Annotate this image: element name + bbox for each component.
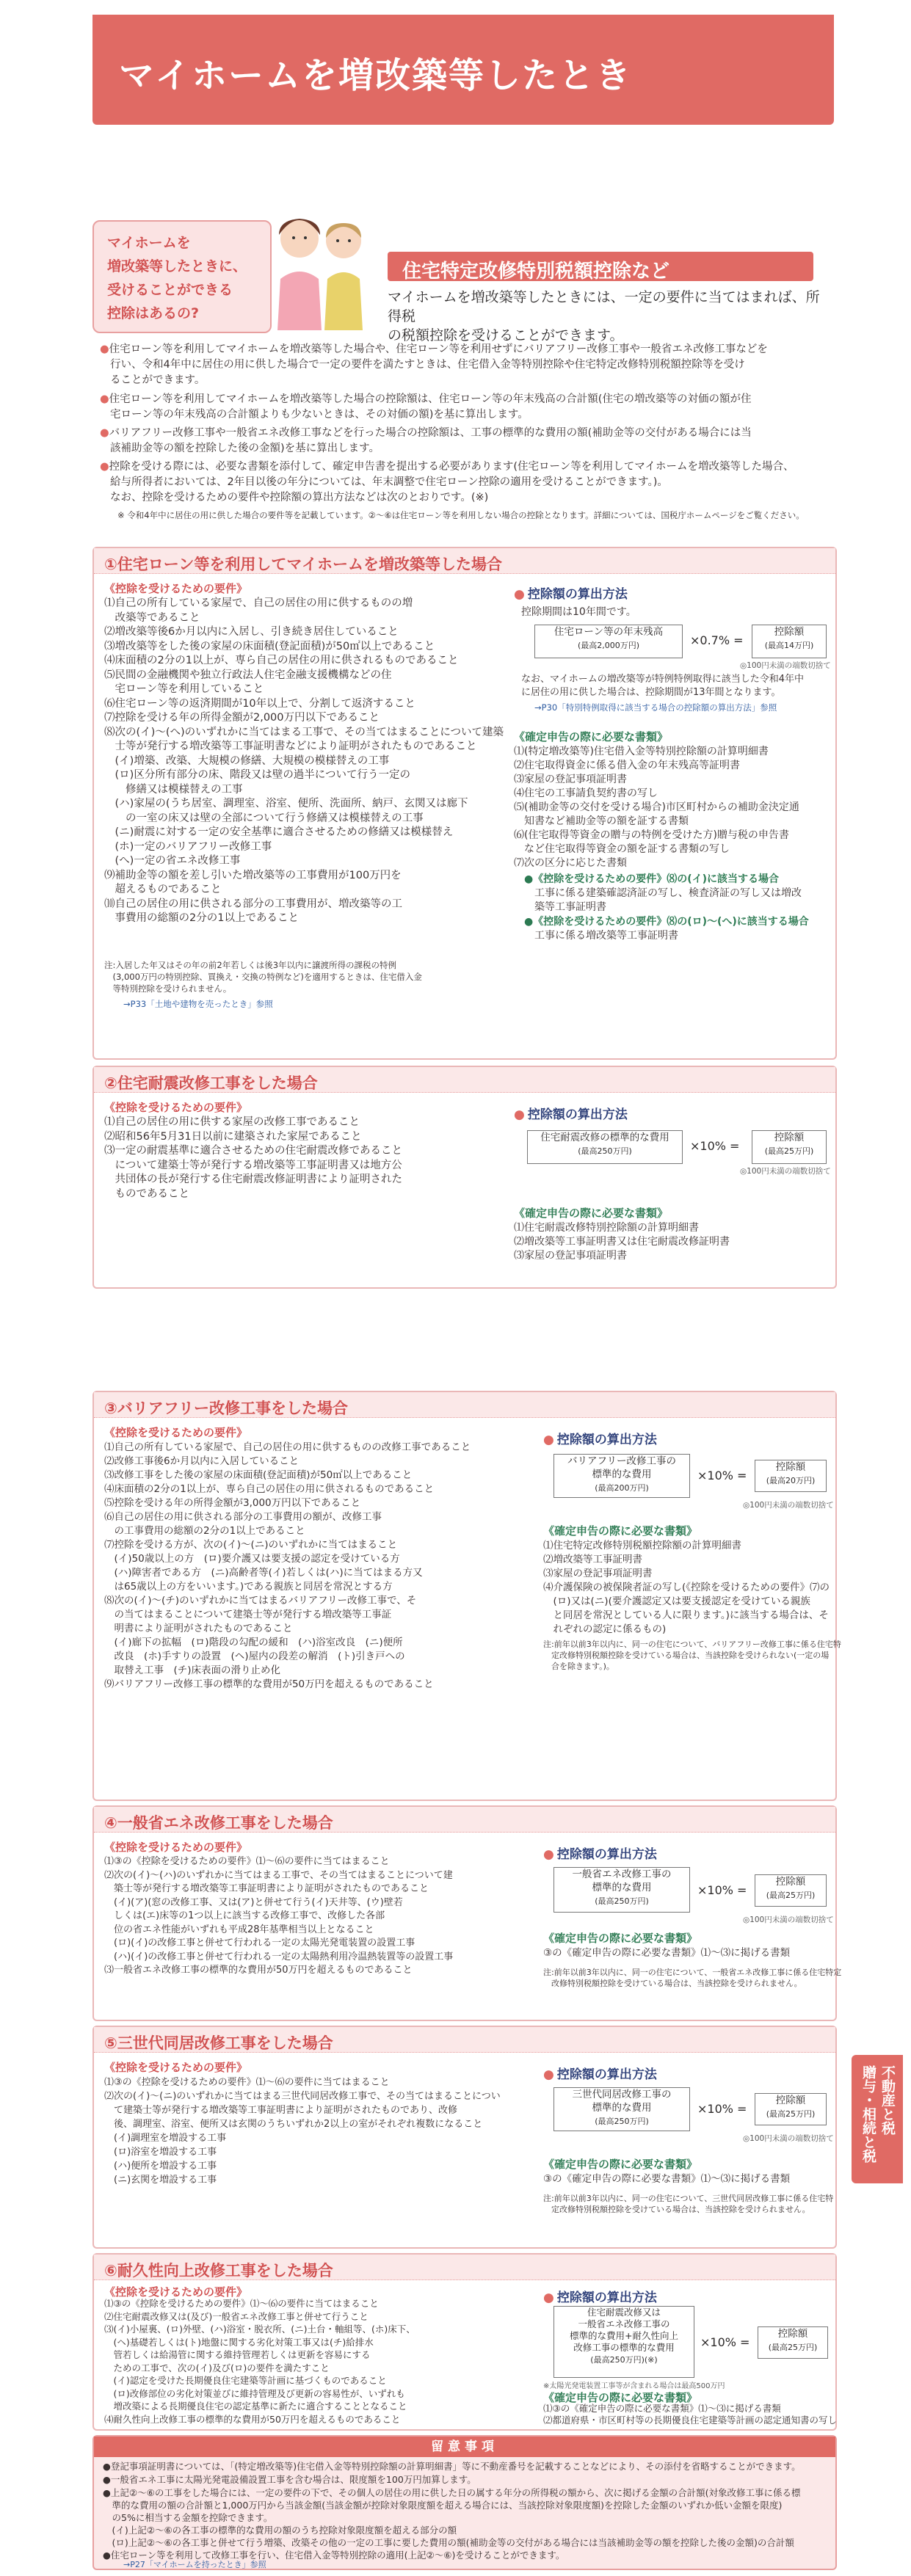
box-sublabel: (最高25万円) — [768, 2343, 818, 2352]
standard-cost-box — [554, 2087, 690, 2131]
box-label: 控除額 — [775, 1461, 806, 1473]
bullet-line: 給与所得者においては、2年目以後の年分については、年末調整で住宅ローン控除の適用を受けることができます。)。 — [110, 476, 668, 488]
box-label: 控除額 — [777, 2328, 808, 2340]
section-1-title: ①住宅ローン等を利用してマイホームを増改築等した場合 — [104, 556, 502, 573]
rate-label: ×10% = — [700, 2335, 750, 2349]
bullet-line: バリアフリー改修工事や一般省エネ改修工事などを行った場合の控除額は、工事の標準的な費用の額(補助金等の交付がある場合には当 — [109, 427, 752, 439]
standard-cost-box — [554, 1454, 690, 1498]
box-sublabel: (最高25万円) — [764, 1146, 814, 1156]
documents-sub-text: 工事に係る増改築等工事証明書 — [524, 930, 678, 942]
bullet-dot: ● — [100, 393, 109, 405]
rounding-note: ◎100円未満の端数切捨て — [743, 1501, 834, 1510]
box-label: 控除額 — [774, 1132, 805, 1143]
note-line: 準的な費用の額の合計額と1,000万円から当該金額(当該金額が控除対象限度額を超える場合には、当該控除対象限度額)を控除した金額のいずれか低い金額を限度) — [103, 2500, 783, 2511]
documents-list: ③の《確定申告の際に必要な書類》⑴～⑶に掲げる書類 — [543, 1947, 791, 1959]
box-label: 一般省エネ改修工事の 標準的な費用 — [572, 1869, 672, 1893]
box-sublabel: (最高25万円) — [766, 1891, 816, 1900]
rate-label: ×10% = — [697, 2102, 747, 2116]
question-line: 受けることができる — [107, 282, 233, 298]
box-sublabel: (最高250万円) — [578, 1146, 632, 1156]
intro-line: マイホームを増改築等したときには、一定の要件に当てはまれば、所得税 — [388, 289, 820, 324]
section-2-panel — [92, 1066, 837, 1289]
requirements-list: ⑴③の《控除を受けるための要件》⑴～⑹の要件に当てはまること ⑵次の(イ)～(ニ)のいずれかに当てはまる三世代同居改修工事で、その当てはまることについ て建築士等が発行する増改築等工事証明書により証明がされたものであり、改修 後、調理室、浴室、便所又は玄関のうちいずれか2以上の室がそれぞれ複数になること (イ)調理室を増設する工事 (ロ)浴室を増設する工事 (ハ)便所を増設する工事 (ニ)玄関を増設する工事 — [104, 2077, 501, 2186]
bullet-1 — [100, 342, 834, 388]
requirements-note: 注:入居した年又はその年の前2年若しくは後3年以内に譲渡所得の課税の特例 (3,000万円の特別控除、買換え・交換の特例など)を適用するときは、住宅借入金 等特別控除を受けられません。 — [104, 960, 422, 994]
bullet-dot: ● — [100, 427, 109, 439]
requirements-list: ⑴③の《控除を受けるための要件》⑴～⑹の要件に当てはまること ⑵住宅耐震改修又は(及び)一般省エネ改修工事と併せて行うこと ⑶(イ)小屋裏、(ロ)外壁、(ハ)浴室・脱衣所、(ニ)土台・軸組等、(ホ)床下、 (ヘ)基礎若しくは(ト)地盤に関する劣化対策工事又は(チ)給排水 管若しくは給湯管に関する維持管理若しくは更新を容易にする ための工事で、次の(イ)及び(ロ)の要件を満たすこと (イ)認定を受けた長期優良住宅建築等計画に基づくものであること (ロ)改修部位の劣化対策並びに維持管理及び更新の容易性が、いずれも 増改築による長期優良住宅の認定基準に新たに適合することとなること ⑷耐久性向上改修工事の標準的な費用が50万円を超えるものであること — [104, 2298, 415, 2425]
title-banner — [92, 15, 834, 125]
documents-list: ⑴住宅特定改修特別税額控除額の計算明細書 ⑵増改築等工事証明書 ⑶家屋の登記事項証明書 ⑷介護保険の被保険者証の写し(《控除を受けるための要件》⑺の (ロ)又は(ニ)(要介護認定又は要支援認定を受けている親族 と同居を常況としている人に限ります。)に該当する場合は、そ れぞれの認定に係るもの) — [543, 1540, 830, 1635]
rounding-note: ◎100円未満の端数切捨て — [743, 1915, 834, 1924]
box-sublabel: (最高250万円) — [595, 2117, 649, 2126]
requirements-heading: 《控除を受けるための要件》 — [104, 1426, 248, 1439]
section-header — [388, 252, 813, 281]
cap-note: ※太陽光発電装置工事等が含まれる場合は最高500万円 — [543, 2382, 725, 2390]
calc-after-note: なお、マイホームの増改築等が特例特例取得に該当した令和4年中 に居住の用に供した場合は、控除期間が13年間となります。 — [521, 674, 805, 698]
documents-sub-heading: ●《控除を受けるための要件》⑻の(ロ)～(へ)に該当する場合 — [524, 916, 809, 928]
section-1-panel — [92, 547, 837, 1060]
rounding-note: ◎100円未満の端数切捨て — [740, 1167, 831, 1176]
section-header-label: 住宅特定改修特別税額控除など — [402, 261, 670, 283]
side-tab-label: 贈与・相続と税 — [860, 2065, 876, 2163]
note-line: の5%に相当する金額を控除できます。 — [103, 2512, 273, 2523]
box-sublabel: (最高200万円) — [595, 1483, 649, 1493]
calc-period: 控除期間は10年間です。 — [521, 606, 636, 618]
section-6-title: ⑥耐久性向上改修工事をした場合 — [104, 2262, 333, 2280]
rate-label: ×10% = — [690, 1139, 740, 1153]
bullet-dot: ● — [100, 343, 109, 355]
page-title: マイホームを増改築等したとき — [119, 55, 633, 96]
box-label: 控除額 — [775, 1876, 806, 1888]
calc-heading: ● 控除額の算出方法 — [543, 2064, 657, 2082]
documents-heading: 《確定申告の際に必要な書類》 — [514, 1207, 669, 1220]
standard-cost-box — [527, 1130, 683, 1164]
note-line: ●上記②～⑥の工事をした場合には、一定の要件の下で、その個人の居住の用に供した日の属する年分の所得税の額から、次に掲げる金額の合計額(対象改修工事に係る標 — [103, 2487, 801, 2498]
notes-box — [92, 2435, 837, 2570]
standard-cost-box — [554, 2306, 694, 2378]
documents-heading: 《確定申告の際に必要な書類》 — [543, 1524, 698, 1538]
deduction-box — [755, 1460, 827, 1492]
question-box — [92, 220, 272, 333]
bullet-line: 該補助金等の額を控除した後の金額)を基に算出します。 — [110, 443, 380, 454]
couple-illustration — [264, 205, 374, 330]
box-label: 住宅ローン等の年末残高 — [554, 626, 664, 638]
box-label: 三世代同居改修工事の 標準的な費用 — [572, 2089, 672, 2114]
intro-line: の税額控除を受けることができます。 — [388, 327, 624, 343]
box-label: 控除額 — [774, 626, 805, 638]
note-line: (イ)上記②～⑥の各工事の標準的な費用の額のうち控除対象限度額を超える部分の額 — [103, 2525, 457, 2536]
reference-link[interactable]: →P33「土地や建物を売ったとき」参照 — [123, 999, 273, 1009]
requirements-list: ⑴自己の所有している家屋で、自己の居住の用に供するものの増 改築等であること ⑵増改築等後6か月以内に入居し、引き続き居住していること ⑶増改築等をした後の家屋の床面積(登記面積)が50㎡以上であること ⑷床面積の2分の1以上が、専ら自己の居住の用に供されるものであること ⑸民間の金融機関や独立行政法人住宅金融支援機構などの住 宅ローン等を利用していること ⑹住宅ローン等の返済期間が10年以上で、分割して返済すること ⑺控除を受ける年の所得金額が2,000万円以下であること ⑻次の(イ)～(へ)のいずれかに当てはまる工事で、その当てはまることについて建築 士等が発行する増改築等工事証明書などにより証明がされたものであること (イ)増築、改築、大規模の修繕、大規模の模様替えの工事 (ロ)区分所有部分の床、階段又は壁の過半について行う一定の 修繕又は模様替えの工事 (ハ)家屋の(うち居室、調理室、浴室、便所、洗面所、納戸、玄関又は廊下 の一室の床又は壁の全部について行う修繕又は模様替えの工事 (ニ)耐震に対する一定の安全基準に適合させるための修繕又は模様替え (ホ)一定のバリアフリー改修工事 (へ)一定の省エネ改修工事 ⑼補助金等の額を差し引いた増改築等の工事費用が100万円を 超えるものであること ⑽自己の居住の用に供される部分の工事費用が、増改築等の工 事費用の総額の2分の1以上であること — [104, 597, 504, 924]
note-line: ●登記事項証明書については、「(特定増改築等)住宅借入金等特別控除額の計算明細書」等に不動産番号を記載することなどにより、その添付を省略することができます。 — [103, 2461, 801, 2472]
box-label: 住宅耐震改修の標準的な費用 — [540, 1132, 669, 1143]
question-line: 増改築等したときに、 — [107, 258, 247, 274]
bullet-2 — [100, 392, 834, 423]
bullet-line: なお、控除を受けるための要件や控除額の算出方法などは次のとおりです。(※) — [110, 492, 489, 503]
section-5-panel — [92, 2026, 837, 2249]
rounding-note: ◎100円未満の端数切捨て — [740, 661, 831, 670]
bullet-line: 住宅ローン等を利用してマイホームを増改築等した場合の控除額は、住宅ローン等の年末残高の合計額(住宅の増改築等の対価の額が住 — [109, 393, 752, 405]
box-label: バリアフリー改修工事の 標準的な費用 — [567, 1455, 676, 1480]
requirements-heading: 《控除を受けるための要件》 — [104, 582, 248, 595]
question-line: 控除はあるの? — [107, 305, 200, 321]
documents-sub-heading: ●《控除を受けるための要件》⑻の(イ)に該当する場合 — [524, 873, 780, 885]
rounding-note: ◎100円未満の端数切捨て — [743, 2134, 834, 2143]
requirements-heading: 《控除を受けるための要件》 — [104, 1101, 248, 1114]
box-sublabel: (最高2,000万円) — [577, 641, 640, 650]
note-line: (ロ)上記②～⑥の各工事と併せて行う増築、改築その他の一定の工事に要した費用の額(補助金等の交付がある場合には当該補助金等の額を控除した後の金額)の合計額 — [103, 2537, 794, 2548]
requirements-list: ⑴自己の居住の用に供する家屋の改修工事であること ⑵昭和56年5月31日以前に建築された家屋であること ⑶一定の耐震基準に適合させるための住宅耐震改修であること について建築士等が発行する増改築等工事証明書又は地方公 共団体の長が発行する住宅耐震改修証明書により証明された ものであること — [104, 1116, 402, 1200]
box-label: 住宅耐震改修又は 一般省エネ改修工事の 標準的な費用+耐久性向上 改修工事の標準的な費用 — [570, 2307, 678, 2353]
documents-heading: 《確定申告の際に必要な書類》 — [543, 2158, 698, 2171]
requirements-list: ⑴自己の所有している家屋で、自己の居住の用に供するものの改修工事であること ⑵改修工事後6か月以内に入居していること ⑶改修工事をした後の家屋の床面積(登記面積)が50㎡以上であること ⑷床面積の2分の1以上が、専ら自己の居住の用に供されるものであること ⑸控除を受ける年の所得金額が3,000万円以下であること ⑹自己の居住の用に供される部分の工事費用の額が、改修工事 の工事費用の総額の2分の1以上であること ⑺控除を受ける方が、次の(イ)～(ニ)のいずれかに当てはまること (イ)50歳以上の方 (ロ)要介護又は要支援の認定を受けている方 (ハ)障害者である方 (ニ)高齢者等(イ)若しくは(ハ)に当てはまる方又 は65歳以上の方をいいます。)である親族と同居を常況とする方 ⑻次の(イ)～(チ)のいずれかに当てはまるバリアフリー改修工事で、そ の当てはまることについて建築士等が発行する増改築等工事証 明書により証明がされたものであること (イ)廊下の拡幅 (ロ)階段の勾配の緩和 (ハ)浴室改良 (ニ)便所 改良 (ホ)手すりの設置 (ヘ)屋内の段差の解消 (ト)引き戸への 取替え工事 (チ)床表面の滑り止め化 ⑼バリアフリー改修工事の標準的な費用が50万円を超えるものであること — [104, 1441, 471, 1690]
documents-note: 注:前年以前3年以内に、同一の住宅について、三世代同居改修工事に係る住宅特 定改修特別税額控除を受けている場合は、当該控除を受けられません。 — [543, 2194, 834, 2214]
bullet-line: 控除を受ける際には、必要な書類を添付して、確定申告書を提出する必要があります(住宅ローン等を利用してマイホームを増改築等した場合、 — [109, 461, 794, 473]
deduction-box — [752, 625, 827, 658]
documents-note: 注:前年以前3年以内に、同一の住宅について、一般省エネ改修工事に係る住宅特定 改修特別税額控除を受けている場合は、当該控除を受けられません。 — [543, 1968, 842, 1988]
note-line: ●一般省エネ工事に太陽光発電設備設置工事を含む場合は、限度額を100万円加算します。 — [103, 2474, 476, 2485]
documents-list: ⑴住宅耐震改修特別控除額の計算明細書 ⑵増改築等工事証明書又は住宅耐震改修証明書 ⑶家屋の登記事項証明書 — [514, 1222, 730, 1262]
section-4-title: ④一般省エネ改修工事をした場合 — [104, 1814, 333, 1832]
calc-heading: ● 控除額の算出方法 — [543, 1429, 657, 1447]
deduction-box — [755, 1874, 827, 1907]
deduction-box — [752, 1130, 827, 1164]
deduction-box — [755, 2093, 827, 2125]
section-3-panel — [92, 1391, 841, 1801]
rate-label: ×10% = — [697, 1469, 747, 1482]
bullet-line: 行い、令和4年中に居住の用に供した場合で一定の要件を満たすときは、住宅借入金等特別控除や住宅特定改修特別税額控除等を受け — [110, 359, 745, 371]
notes-title: 留意事項 — [94, 2437, 835, 2457]
section-2-title: ②住宅耐震改修工事をした場合 — [104, 1074, 318, 1092]
bullet-line: ることができます。 — [110, 374, 206, 386]
calc-heading: ● 控除額の算出方法 — [514, 1104, 628, 1122]
section-5-title: ⑤三世代同居改修工事をした場合 — [104, 2034, 333, 2052]
documents-list: ⑴③の《確定申告の際に必要な書類》⑴～⑶に掲げる書類 ⑵都道府県・市区町村等の長期優良住宅建築等計画の認定通知書の写し — [543, 2403, 838, 2426]
section-3-title: ③バリアフリー改修工事をした場合 — [104, 1400, 348, 1417]
box-sublabel: (最高14万円) — [764, 641, 814, 650]
deduction-box — [758, 2326, 828, 2359]
documents-note: 注:前年以前3年以内に、同一の住宅について、バリアフリー改修工事に係る住宅特 定改修特別税額控除を受けている場合は、当該控除を受けられない(一定の場 合を除きます。)。 — [543, 1640, 841, 1671]
question-line: マイホームを — [107, 235, 191, 251]
calc-heading: ● 控除額の算出方法 — [543, 2287, 657, 2305]
box-label: 控除額 — [775, 2095, 806, 2106]
documents-list: ⑴(特定増改築等)住宅借入金等特別控除額の計算明細書 ⑵住宅取得資金に係る借入金の年末残高等証明書 ⑶家屋の登記事項証明書 ⑷住宅の工事請負契約書の写し ⑸(補助金等の交付を受ける場合)市区町村からの補助金決定通 知書など補助金等の額を証する書類 ⑹(住宅取得等資金の贈与の特例を受けた方)贈与税の申告書 など住宅取得等資金の額を証する書類の写し ⑺次の区分に応じた書類 — [514, 746, 799, 869]
documents-sub-text: 工事に係る建築確認済証の写し、検査済証の写し又は増改 築等工事証明書 — [534, 887, 802, 913]
side-tab-label: 不動産と税 — [879, 2065, 896, 2135]
intro-text — [388, 288, 828, 345]
requirements-heading: 《控除を受けるための要件》 — [104, 1841, 248, 1854]
side-tab[interactable] — [852, 2055, 903, 2183]
loan-balance-box — [534, 625, 683, 658]
calc-reference-link[interactable]: →P30「特別特例取得に該当する場合の控除額の算出方法」参照 — [534, 702, 777, 713]
bullet-3 — [100, 426, 834, 456]
note-line: ●住宅ローン等を利用して改修工事を行い、住宅借入金等特別控除の適用(上記②～⑥)を受けることができます。 — [103, 2550, 565, 2561]
section-4-panel — [92, 1805, 842, 2021]
notes-reference-link[interactable]: →P27「マイホームを持ったとき」参照 — [123, 2560, 266, 2569]
box-sublabel: (最高250万円)(※) — [590, 2355, 658, 2365]
bullet-note: ※ 令和4年中に居住の用に供した場合の要件等を記載しています。②～⑥は住宅ローン等を利用しない場合の控除となります。詳細については、国税庁ホームページをご覧ください。 — [117, 510, 805, 520]
calc-heading: ● 控除額の算出方法 — [514, 583, 628, 602]
box-sublabel: (最高20万円) — [766, 1476, 816, 1485]
box-sublabel: (最高250万円) — [595, 1896, 649, 1906]
bullet-dot: ● — [100, 461, 109, 473]
calc-heading: ● 控除額の算出方法 — [543, 1844, 657, 1862]
rate-label: ×0.7% = — [690, 633, 744, 647]
bullet-4 — [100, 459, 834, 506]
rate-label: ×10% = — [697, 1883, 747, 1897]
bullet-line: 住宅ローン等を利用してマイホームを増改築等した場合や、住宅ローン等を利用せずにバリアフリー改修工事や一般省エネ改修工事などを — [109, 343, 768, 355]
standard-cost-box — [554, 1867, 690, 1913]
box-sublabel: (最高25万円) — [766, 2109, 816, 2119]
documents-heading: 《確定申告の際に必要な書類》 — [543, 2391, 698, 2404]
bullet-line: 宅ローン等の年末残高の合計額よりも少ないときは、その対価の額)を基に算出します。 — [110, 409, 529, 421]
requirements-list: ⑴③の《控除を受けるための要件》⑴～⑹の要件に当てはまること ⑵次の(イ)～(ハ)のいずれかに当てはまる工事で、その当てはまることについて建 築士等が発行する増改築等工事証明書により証明がされたものであること (イ)(ア)(窓の改修工事、又は(ア)と併せて行う(イ)天井等、(ウ)壁若 しくは(エ)床等の1つ以上に該当する改修工事で、改修した各部 位の省エネ性能がいずれも平成28年基準相当以上となること (ロ)(イ)の改修工事と併せて行われる一定の太陽光発電装置の設置工事 (ハ)(イ)の改修工事と併せて行われる一定の太陽熱利用冷温熱装置等の設置工事 ⑶一般省エネ改修工事の標準的な費用が50万円を超えるものであること — [104, 1856, 454, 1976]
documents-heading: 《確定申告の際に必要な書類》 — [514, 730, 669, 743]
requirements-heading: 《控除を受けるための要件》 — [104, 2061, 248, 2074]
requirements-heading: 《控除を受けるための要件》 — [104, 2285, 248, 2299]
documents-list: ③の《確定申告の際に必要な書類》⑴～⑶に掲げる書類 — [543, 2173, 791, 2185]
documents-heading: 《確定申告の際に必要な書類》 — [543, 1932, 698, 1945]
section-6-panel — [92, 2253, 837, 2431]
